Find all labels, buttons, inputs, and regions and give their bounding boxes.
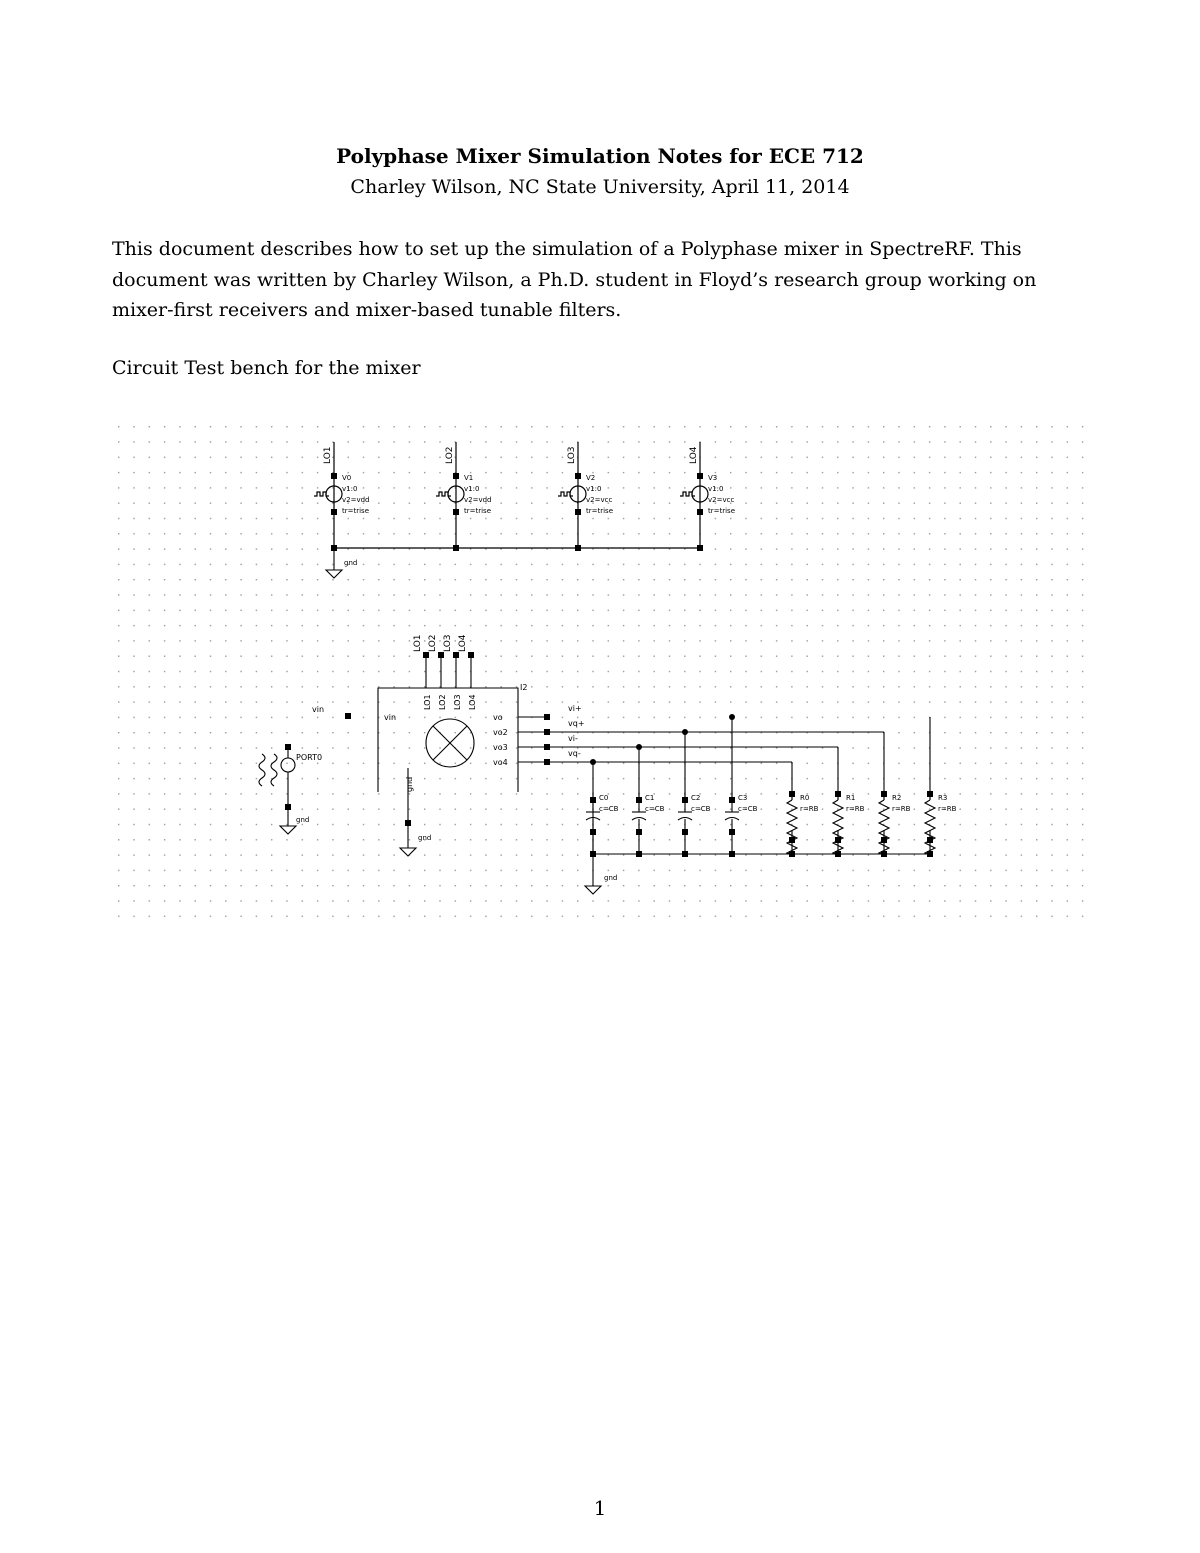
mixer-pin-lo4: LO4 [468, 694, 477, 710]
lo-gnd-label: gnd [344, 559, 358, 567]
gnd-bus-node [590, 851, 596, 857]
lo-net-label: LO3 [567, 446, 577, 464]
load-gnd-label: gnd [604, 874, 618, 882]
page-number: 1 [593, 1496, 607, 1520]
mixer-pin-vin: vin [384, 713, 397, 722]
lo-source-param-v1: v1:0 [708, 485, 724, 493]
capacitor-value: c=CB [599, 805, 619, 813]
net-label-vq-plus: vq+ [568, 719, 585, 728]
lo-source-param-v1: v1:0 [586, 485, 602, 493]
capacitor-value: c=CB [645, 805, 665, 813]
capacitor-value: c=CB [738, 805, 758, 813]
vin-pin [345, 713, 351, 719]
capacitor-name: C2 [691, 794, 701, 802]
port-pin-bottom [285, 804, 291, 810]
lo-source-param-v1: v1:0 [464, 485, 480, 493]
lo-source-param-v1: v1:0 [342, 485, 358, 493]
lo-source-name: V1 [464, 474, 474, 482]
lo-source-param-tr: tr=trise [586, 507, 614, 515]
mixer-pin-vo: vo [493, 713, 503, 722]
lo-source-param-tr: tr=trise [342, 507, 370, 515]
resistor-value: r=RB [938, 805, 957, 813]
lo-net-label: LO1 [323, 446, 333, 464]
mixer-pin-lo1: LO1 [423, 694, 432, 710]
lo-source-name: V3 [708, 474, 718, 482]
resistor-value: r=RB [800, 805, 819, 813]
resistor-name: R3 [938, 794, 948, 802]
resistor-value: r=RB [846, 805, 865, 813]
port-pin-top [285, 744, 291, 750]
capacitor-name: C0 [599, 794, 609, 802]
gnd-bus-node [729, 851, 735, 857]
intro-line-1: This document describes how to set up the simulation of a Polyphase mixer in SpectreRF. This [112, 238, 1022, 260]
mixer-gnd-pin [405, 820, 411, 826]
mixer-instance-label: I2 [520, 683, 528, 692]
lo-source-param-v2: v2=vdd [342, 496, 370, 504]
gnd-bus-node [927, 851, 933, 857]
lo-wire-label-4: LO4 [458, 634, 468, 652]
mixer-pin-vo2: vo2 [493, 728, 508, 737]
lo-net-label: LO4 [689, 446, 699, 464]
document-title: Polyphase Mixer Simulation Notes for ECE 712 [336, 144, 864, 168]
intro-paragraph [112, 234, 1062, 326]
lo-wire-label-1: LO1 [413, 634, 423, 652]
schematic-figure [112, 420, 1092, 920]
lo-source-param-tr: tr=trise [708, 507, 736, 515]
port-gnd-label: gnd [296, 816, 310, 824]
mixer-gnd-label: gnd [418, 834, 432, 842]
mixer-pin-gnd: gnd [405, 776, 414, 792]
vin-net-label: vin [312, 705, 325, 714]
lo-source-name: V0 [342, 474, 352, 482]
author-byline: Charley Wilson, NC State University, April 11, 2014 [350, 176, 850, 198]
gnd-bus-node [835, 851, 841, 857]
grid-background [112, 420, 1092, 920]
port-label: PORT0 [296, 753, 323, 762]
gnd-bus-node [682, 851, 688, 857]
intro-line-3: mixer-first receivers and mixer-based tunable filters. [112, 299, 622, 321]
gnd-bus-node [636, 851, 642, 857]
lo-wire-label-2: LO2 [428, 634, 438, 652]
capacitor-name: C1 [645, 794, 655, 802]
capacitor-name: C3 [738, 794, 748, 802]
lo-source-param-v2: v2=vdd [464, 496, 492, 504]
mixer-pin-lo3: LO3 [453, 694, 462, 710]
net-label-vi-minus: vi- [568, 734, 578, 743]
net-label-vi-plus: vi+ [568, 704, 582, 713]
resistor-name: R2 [892, 794, 902, 802]
lo-source-param-v2: v2=vcc [586, 496, 613, 504]
lo-source-param-v2: v2=vcc [708, 496, 735, 504]
gnd-bus-node [881, 851, 887, 857]
resistor-name: R1 [846, 794, 856, 802]
gnd-bus-node [789, 851, 795, 857]
mixer-pin-lo2: LO2 [438, 694, 447, 710]
resistor-name: R0 [800, 794, 810, 802]
mixer-pin-vo4: vo4 [493, 758, 508, 767]
intro-line-2: document was written by Charley Wilson, a Ph.D. student in Floyd’s research group working on [112, 268, 1037, 291]
capacitor-value: c=CB [691, 805, 711, 813]
resistor-value: r=RB [892, 805, 911, 813]
lo-source-name: V2 [586, 474, 596, 482]
section-heading: Circuit Test bench for the mixer [112, 357, 421, 379]
lo-net-label: LO2 [445, 446, 455, 464]
lo-wire-label-3: LO3 [443, 634, 453, 652]
net-label-vq-minus: vq- [568, 749, 581, 758]
lo-source-param-tr: tr=trise [464, 507, 492, 515]
mixer-pin-vo3: vo3 [493, 743, 508, 752]
